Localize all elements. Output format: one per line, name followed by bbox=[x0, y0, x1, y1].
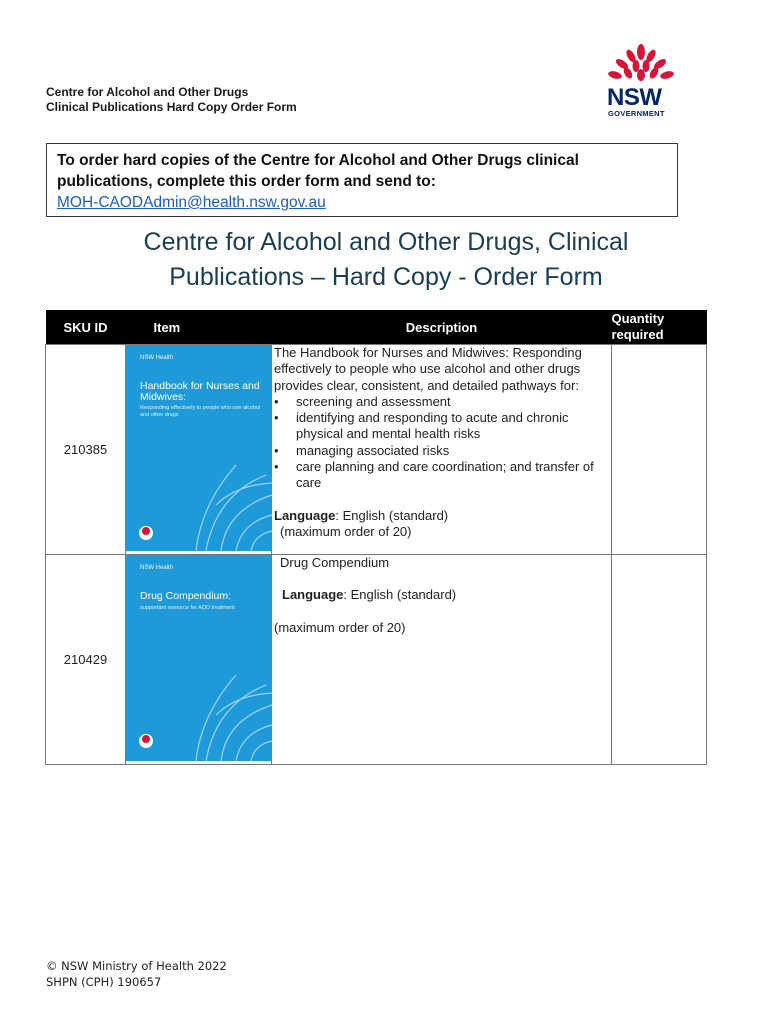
header-line-2: Clinical Publications Hard Copy Order Form bbox=[46, 100, 297, 114]
drug-compendium-cover-image bbox=[126, 555, 273, 761]
footer bbox=[46, 958, 227, 990]
list-item: • managing associated risks bbox=[296, 443, 609, 459]
language-label: Language bbox=[282, 587, 344, 603]
max-order-note: (maximum order of 20) bbox=[280, 523, 412, 539]
sku-cell: 210385 bbox=[46, 345, 126, 555]
language-value: : English (standard) bbox=[343, 587, 457, 603]
order-table bbox=[45, 310, 707, 765]
table-header-row bbox=[46, 310, 707, 345]
title-line-2: Publications – Hard Copy - Order Form bbox=[169, 263, 603, 291]
email-link[interactable]: MOH-CAODAdmin@health.nsw.gov.au bbox=[57, 194, 326, 211]
list-item: • identifying and responding to acute and chronic physical and mental health risks bbox=[296, 410, 609, 443]
description-header: Description bbox=[272, 310, 612, 345]
nsw-logo-text: NSW bbox=[607, 84, 662, 111]
quantity-header bbox=[612, 310, 707, 345]
max-order-note: (maximum order of 20) bbox=[274, 619, 406, 635]
government-logo-text: GOVERNMENT bbox=[608, 109, 665, 118]
cover-subtitle: Responding effectively to people who use alcohol and other drugs bbox=[140, 405, 261, 418]
description-cell bbox=[272, 345, 612, 555]
quantity-input-cell[interactable] bbox=[612, 555, 707, 765]
cover-publisher: NSW Health bbox=[140, 355, 174, 361]
item-header: Item bbox=[126, 310, 272, 345]
instruction-box bbox=[46, 143, 678, 217]
sku-header: SKU ID bbox=[46, 310, 126, 345]
language-line bbox=[274, 587, 609, 603]
quantity-header-line-1: Quantity bbox=[611, 311, 665, 326]
description-intro: Drug Compendium bbox=[280, 555, 390, 570]
language-line bbox=[274, 508, 609, 524]
list-item: • screening and assessment bbox=[296, 394, 609, 410]
header-line-1: Centre for Alcohol and Other Drugs bbox=[46, 85, 249, 99]
list-item: • care planning and care coordination; and transfer of care bbox=[296, 459, 609, 492]
page-title bbox=[46, 225, 726, 295]
shpn-text: SHPN (CPH) 190657 bbox=[46, 975, 162, 989]
cover-title: Drug Compendium: bbox=[140, 590, 232, 602]
copyright-text: © NSW Ministry of Health 2022 bbox=[46, 959, 227, 973]
table-row bbox=[46, 555, 707, 765]
item-cell bbox=[126, 345, 272, 555]
pathways-list bbox=[274, 394, 609, 492]
table-row bbox=[46, 345, 707, 555]
description-intro: The Handbook for Nurses and Midwives: Responding effectively to people who use alcohol and other drugs provides clear, consistent, and detailed pathways for: bbox=[274, 345, 582, 393]
item-cell bbox=[126, 555, 272, 765]
cover-title: Handbook for Nurses and Midwives: bbox=[140, 380, 260, 403]
cover-waratah-pattern bbox=[126, 345, 272, 551]
cover-publisher: NSW Health bbox=[140, 565, 174, 571]
cover-waratah-pattern bbox=[126, 555, 272, 761]
instruction-text: To order hard copies of the Centre for Alcohol and Other Drugs clinical publications, complete this order form and send to: bbox=[57, 152, 579, 190]
sku-cell: 210429 bbox=[46, 555, 126, 765]
quantity-input-cell[interactable] bbox=[612, 345, 707, 555]
handbook-cover-image bbox=[126, 345, 273, 551]
cover-subtitle: supportant resource for AOD treatment bbox=[140, 605, 235, 611]
quantity-header-line-2: required bbox=[611, 327, 664, 342]
description-cell bbox=[272, 555, 612, 765]
document-header bbox=[46, 85, 297, 115]
language-value: : English (standard) bbox=[335, 507, 449, 523]
title-line-1: Centre for Alcohol and Other Drugs, Clinical bbox=[143, 228, 629, 256]
language-label: Language bbox=[274, 507, 336, 523]
